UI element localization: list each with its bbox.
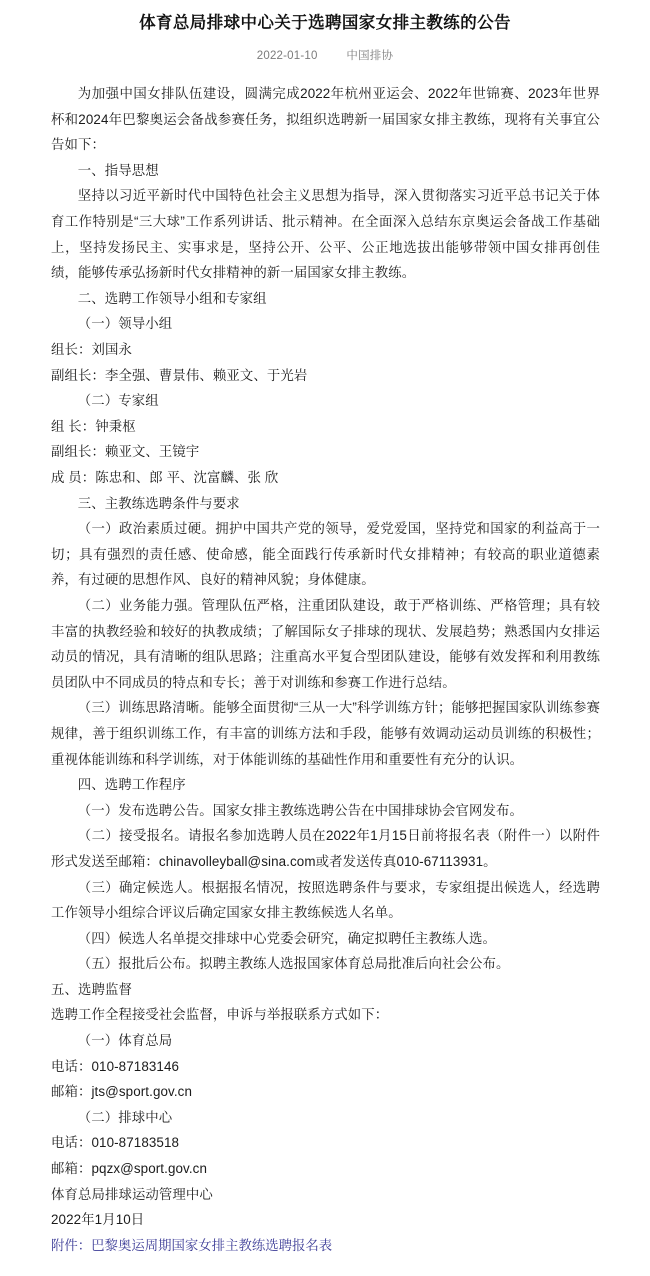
section-heading-2: 二、选聘工作领导小组和专家组 (77, 290, 267, 306)
contact-volleyball-center-label: （二）排球中心 (77, 1109, 173, 1125)
contact-volleyball-center-phone: 电话：010-87183518 (51, 1135, 180, 1151)
procedure-announce-after-approval: （五）报批后公布。拟聘主教练人选报国家体育总局批准后向社会公布。 (77, 956, 510, 972)
contact-general-administration-label: （一）体育总局 (77, 1033, 173, 1049)
document-body (0, 63, 650, 1276)
expert-group-label: （二）专家组 (77, 393, 159, 409)
publish-source: 中国排协 (346, 50, 394, 63)
requirement-political: （一）政治素质过硬。拥护中国共产党的领导，爱党爱国，坚持党和国家的利益高于一切；具有强烈的责任感、使命感，能全面践行传承新时代女排精神；有较高的职业道德素养，有过硬的思想作风、良好的精神风貌；身体健康。 (51, 521, 600, 588)
supervision-statement: 选聘工作全程接受社会监督，申诉与举报联系方式如下： (51, 1007, 389, 1023)
expert-group-leader: 组 长：钟秉枢 (51, 418, 136, 434)
contact-general-administration-phone: 电话：010-87183146 (51, 1058, 180, 1074)
procedure-determine-candidates: （三）确定候选人。根据报名情况，按照选聘条件与要求，专家组提出候选人，经选聘工作领导小组综合评议后确定国家女排主教练候选人名单。 (51, 879, 600, 921)
section-heading-4: 四、选聘工作程序 (77, 777, 186, 793)
section-heading-1: 一、指导思想 (77, 162, 159, 178)
attachment-link[interactable]: 巴黎奥运周期国家女排主教练选聘报名表 (91, 1237, 333, 1253)
page-title: 体育总局排球中心关于选聘国家女排主教练的公告 (139, 14, 511, 32)
section-heading-5: 五、选聘监督 (51, 981, 132, 997)
procedure-accept-applications: （二）接受报名。请报名参加选聘人员在2022年1月15日前将报名表（附件一）以附件形式发送至邮箱：chinavolleyball@sina.com或者发送传真010-67113931。 (51, 828, 600, 869)
expert-group-deputy-leaders: 副组长：赖亚文、王镜宇 (51, 444, 200, 460)
requirement-professional: （二）业务能力强。管理队伍严格，注重团队建设，敢于严格训练、严格管理；具有较丰富的执教经验和较好的执教成绩；了解国际女子排球的现状、发展趋势；熟悉国内女排运动员的情况，具有清晰的组队思路；注重高水平复合型团队建设，能够有效发挥和利用教练员团队中不同成员的特点和专长；善于对训练和参赛工作进行总结。 (51, 597, 600, 690)
contact-volleyball-center-email: 邮箱：pqzx@sport.gov.cn (51, 1161, 207, 1177)
attachment-label: 附件： (51, 1237, 92, 1253)
section-heading-3: 三、主教练选聘条件与要求 (77, 495, 240, 511)
procedure-party-committee-review: （四）候选人名单提交排球中心党委会研究，确定拟聘任主教练人选。 (77, 930, 497, 946)
requirement-training: （三）训练思路清晰。能够全面贯彻“三从一大”科学训练方针；能够把握国家队训练参赛规律，善于组织训练工作，有丰富的训练方法和手段，能够有效调动运动员训练的积极性；重视体能训练和科学训练，对于体能训练的基础性作用和重要性有充分的认识。 (51, 700, 600, 767)
publish-date: 2022-01-10 (256, 50, 318, 63)
expert-group-members: 成 员：陈忠和、郎 平、沈富麟、张 欣 (51, 470, 279, 485)
leadership-group-label: （一）领导小组 (77, 316, 173, 332)
procedure-publish-notice: （一）发布选聘公告。国家女排主教练选聘公告在中国排球协会官网发布。 (77, 802, 523, 818)
section-1-paragraph-1: 坚持以习近平新时代中国特色社会主义思想为指导，深入贯彻落实习近平总书记关于体育工作特别是“三大球”工作系列讲话、批示精神。在全面深入总结东京奥运会备战工作基础上，坚持发扬民主、实事求是，坚持公开、公平、公正地选拔出能够带领中国女排再创佳绩，能够传承弘扬新时代女排精神的新一届国家女排主教练。 (51, 188, 600, 281)
attachment-row[interactable] (51, 1233, 600, 1259)
issuer-name: 体育总局排球运动管理中心 (51, 1186, 213, 1202)
issue-date: 2022年1月10日 (51, 1212, 145, 1228)
bottom-spacer (51, 1258, 600, 1266)
contact-general-administration-email: 邮箱：jts@sport.gov.cn (51, 1084, 193, 1100)
document-meta (0, 35, 650, 63)
intro-paragraph: 为加强中国女排队伍建设，圆满完成2022年杭州亚运会、2022年世锦赛、2023年世界杯和2024年巴黎奥运会备战参赛任务，拟组织选聘新一届国家女排主教练，现将有关事宜公告如下： (51, 86, 600, 153)
leadership-group-deputy-leaders: 副组长：李全强、曹景伟、赖亚文、于光岩 (51, 367, 308, 383)
leadership-group-leader: 组长：刘国永 (51, 342, 132, 358)
